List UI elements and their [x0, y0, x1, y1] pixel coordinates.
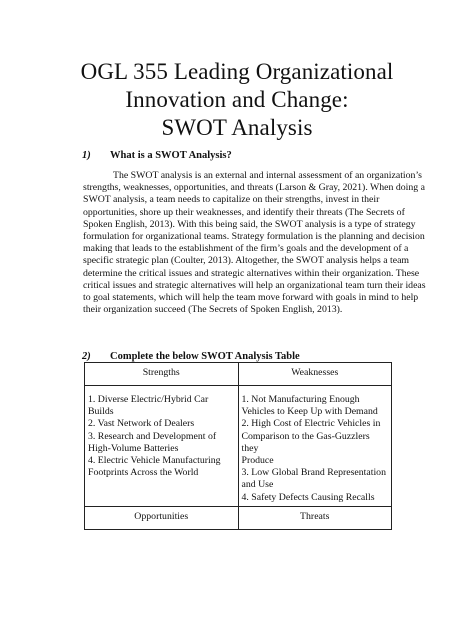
strengths-cell: [85, 386, 239, 507]
paragraph-line: opportunities, shore up their weaknesses, and identify their threats (The Secrets of: [83, 206, 405, 218]
weakness-item: Vehicles to Keep Up with Demand: [241, 406, 378, 418]
swot-header-row: [85, 363, 392, 386]
title-line-3: SWOT Analysis: [161, 115, 313, 140]
strength-item: 3. Research and Development of: [88, 430, 217, 442]
strength-item: High-Volume Batteries: [88, 442, 179, 454]
section-2-heading: [82, 351, 300, 362]
swot-body-row: [85, 386, 392, 507]
swot-lower-header-row: [85, 506, 392, 529]
strengths-header: Strengths: [85, 363, 239, 386]
document-title: [0, 58, 474, 142]
paragraph-line: making that leads to the establishment of the firm’s goals and the development of a: [83, 243, 409, 255]
paragraph-line: determine the critical issues and strategic alternatives within their organization. These: [83, 267, 420, 279]
section-1-paragraph: [83, 170, 426, 316]
paragraph-line: to goal statements, which will help the team move forward with goals in mind to help: [83, 292, 419, 304]
threats-header: Threats: [238, 506, 392, 529]
opportunities-header: Opportunities: [85, 506, 239, 529]
weakness-item: Produce: [241, 455, 274, 467]
weakness-item: 1. Not Manufacturing Enough: [241, 394, 360, 405]
weakness-item: Comparison to the Gas-Guzzlers they: [241, 430, 370, 454]
strength-item: 1. Diverse Electric/Hybrid Car Builds: [88, 394, 209, 418]
section-2-number: 2): [82, 351, 91, 362]
paragraph-line: SWOT analysis, a team needs to capitalize on their strengths, invest in their: [83, 194, 380, 206]
weakness-item: and Use: [241, 479, 274, 491]
swot-table: [84, 362, 392, 530]
title-line-2: Innovation and Change:: [125, 87, 349, 112]
paragraph-line: their organization succeed (The Secrets of Spoken English, 2013).: [83, 304, 343, 316]
strength-item: 4. Electric Vehicle Manufacturing: [88, 455, 221, 467]
section-1-number: 1): [82, 150, 91, 161]
strength-item: Footprints Across the World: [88, 467, 199, 479]
paragraph-line: critical issues and strategic alternatives will help an organizational team turn their ideas: [83, 279, 426, 291]
paragraph-line: strengths, weaknesses, opportunities, and threats (Larson & Gray, 2021). When doing a: [83, 182, 425, 194]
paragraph-line: The SWOT analysis is an external and internal assessment of an organization’s: [113, 170, 422, 181]
weaknesses-cell: [238, 386, 392, 507]
paragraph-line: Spoken English, 2013). With this being said, the SWOT analysis is a type of strategy: [83, 218, 416, 230]
weaknesses-header: Weaknesses: [238, 363, 392, 386]
section-1-heading-text: What is a SWOT Analysis?: [110, 150, 232, 161]
weakness-item: 2. High Cost of Electric Vehicles in: [241, 418, 381, 430]
weakness-item: 4. Safety Defects Causing Recalls: [241, 491, 375, 503]
strength-item: 2. Vast Network of Dealers: [88, 418, 195, 430]
section-2-heading-text: Complete the below SWOT Analysis Table: [110, 351, 300, 362]
title-line-1: OGL 355 Leading Organizational: [80, 59, 394, 84]
weakness-item: 3. Low Global Brand Representation: [241, 467, 386, 479]
paragraph-line: formulation for organizational teams. Strategy formulation is the planning and decision: [83, 231, 425, 243]
paragraph-line: specific strategic plan (Coulter, 2013). Altogether, the SWOT analysis helps a team: [83, 255, 410, 267]
section-1-heading: [82, 150, 232, 161]
